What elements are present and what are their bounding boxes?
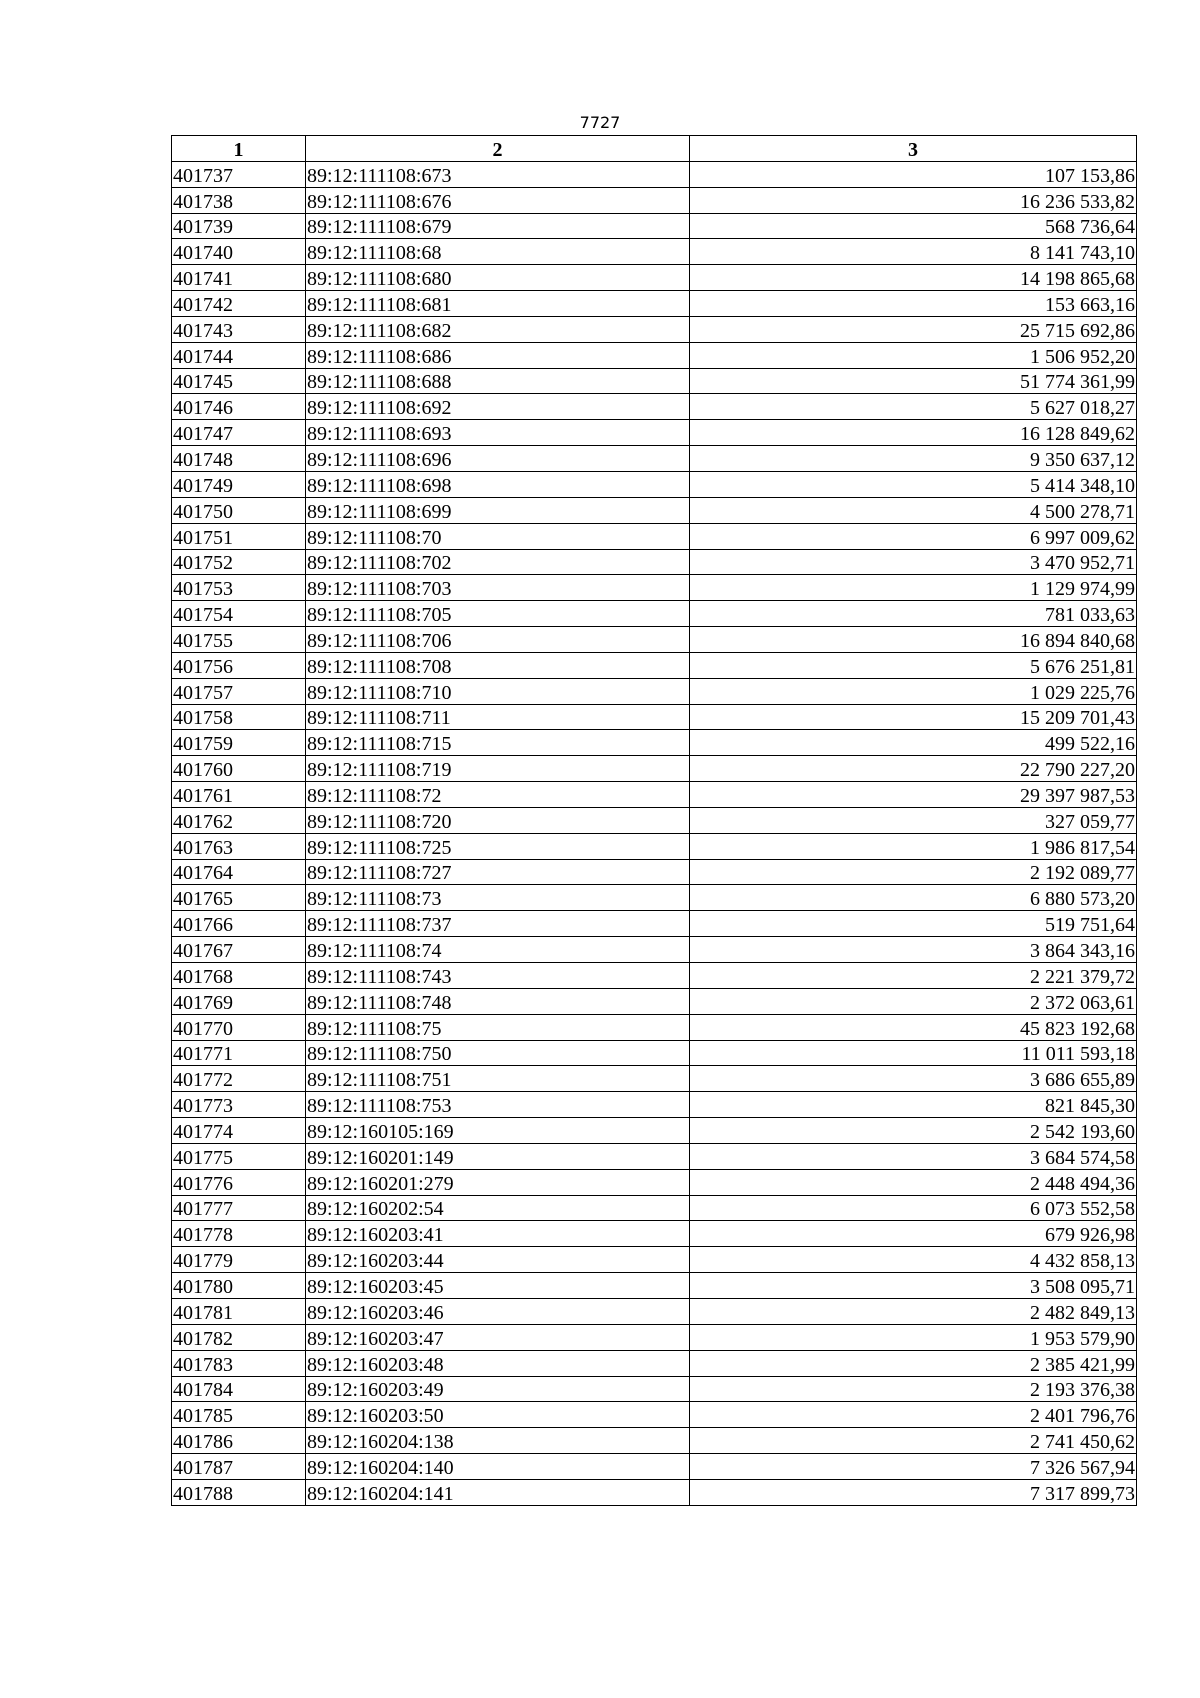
table-row	[172, 601, 1137, 627]
row-number-cell: 401777	[172, 1195, 306, 1221]
value-cell: 2 192 089,77	[690, 859, 1137, 885]
value-cell: 153 663,16	[690, 291, 1137, 317]
cadastral-number-cell: 89:12:111108:748	[306, 988, 690, 1014]
row-number-cell: 401737	[172, 161, 306, 187]
row-number-cell: 401763	[172, 833, 306, 859]
row-number-cell: 401752	[172, 549, 306, 575]
table-row	[172, 730, 1137, 756]
row-number-cell: 401774	[172, 1118, 306, 1144]
value-cell: 14 198 865,68	[690, 265, 1137, 291]
row-number-cell: 401780	[172, 1273, 306, 1299]
cadastral-number-cell: 89:12:111108:705	[306, 601, 690, 627]
cadastral-number-cell: 89:12:111108:68	[306, 239, 690, 265]
row-number-cell: 401775	[172, 1143, 306, 1169]
table-row	[172, 1350, 1137, 1376]
cadastral-number-cell: 89:12:111108:725	[306, 833, 690, 859]
row-number-cell: 401744	[172, 342, 306, 368]
value-cell: 51 774 361,99	[690, 368, 1137, 394]
cadastral-number-cell: 89:12:160201:279	[306, 1169, 690, 1195]
cadastral-number-cell: 89:12:111108:696	[306, 446, 690, 472]
row-number-cell: 401745	[172, 368, 306, 394]
cadastral-number-cell: 89:12:160203:50	[306, 1402, 690, 1428]
cadastral-number-cell: 89:12:111108:699	[306, 497, 690, 523]
row-number-cell: 401771	[172, 1040, 306, 1066]
row-number-cell: 401778	[172, 1221, 306, 1247]
table-body	[172, 161, 1137, 1505]
value-cell: 781 033,63	[690, 601, 1137, 627]
table-row	[172, 471, 1137, 497]
row-number-cell: 401761	[172, 782, 306, 808]
table-row	[172, 1324, 1137, 1350]
value-cell: 821 845,30	[690, 1092, 1137, 1118]
cadastral-number-cell: 89:12:111108:686	[306, 342, 690, 368]
cadastral-number-cell: 89:12:160105:169	[306, 1118, 690, 1144]
table-row	[172, 239, 1137, 265]
value-cell: 8 141 743,10	[690, 239, 1137, 265]
table-row	[172, 446, 1137, 472]
cadastral-number-cell: 89:12:111108:720	[306, 807, 690, 833]
value-cell: 1 029 225,76	[690, 678, 1137, 704]
table-row	[172, 963, 1137, 989]
cadastral-number-cell: 89:12:111108:679	[306, 213, 690, 239]
value-cell: 4 500 278,71	[690, 497, 1137, 523]
cadastral-number-cell: 89:12:160203:45	[306, 1273, 690, 1299]
row-number-cell: 401750	[172, 497, 306, 523]
value-cell: 2 372 063,61	[690, 988, 1137, 1014]
row-number-cell: 401787	[172, 1454, 306, 1480]
table-row	[172, 833, 1137, 859]
value-cell: 2 448 494,36	[690, 1169, 1137, 1195]
row-number-cell: 401751	[172, 523, 306, 549]
row-number-cell: 401764	[172, 859, 306, 885]
cadastral-number-cell: 89:12:111108:711	[306, 704, 690, 730]
cadastral-number-cell: 89:12:111108:703	[306, 575, 690, 601]
row-number-cell: 401772	[172, 1066, 306, 1092]
cadastral-number-cell: 89:12:160203:47	[306, 1324, 690, 1350]
row-number-cell: 401762	[172, 807, 306, 833]
cadastral-number-cell: 89:12:111108:692	[306, 394, 690, 420]
header-row	[172, 136, 1137, 162]
row-number-cell: 401742	[172, 291, 306, 317]
value-cell: 2 193 376,38	[690, 1376, 1137, 1402]
cadastral-number-cell: 89:12:111108:73	[306, 885, 690, 911]
table-row	[172, 756, 1137, 782]
value-cell: 6 880 573,20	[690, 885, 1137, 911]
cadastral-number-cell: 89:12:111108:698	[306, 471, 690, 497]
value-cell: 16 128 849,62	[690, 420, 1137, 446]
cadastral-number-cell: 89:12:111108:715	[306, 730, 690, 756]
table-row	[172, 988, 1137, 1014]
header-cell-3: 3	[690, 136, 1137, 162]
table-row	[172, 1092, 1137, 1118]
row-number-cell: 401760	[172, 756, 306, 782]
table-row	[172, 291, 1137, 317]
value-cell: 327 059,77	[690, 807, 1137, 833]
value-cell: 7 326 567,94	[690, 1454, 1137, 1480]
cadastral-number-cell: 89:12:111108:680	[306, 265, 690, 291]
cadastral-number-cell: 89:12:111108:750	[306, 1040, 690, 1066]
data-table	[171, 135, 1137, 1506]
table-row	[172, 1376, 1137, 1402]
cadastral-number-cell: 89:12:111108:693	[306, 420, 690, 446]
table-header	[172, 136, 1137, 162]
cadastral-number-cell: 89:12:160203:48	[306, 1350, 690, 1376]
cadastral-number-cell: 89:12:111108:70	[306, 523, 690, 549]
value-cell: 45 823 192,68	[690, 1014, 1137, 1040]
table-row	[172, 394, 1137, 420]
value-cell: 4 432 858,13	[690, 1247, 1137, 1273]
value-cell: 5 676 251,81	[690, 652, 1137, 678]
table-row	[172, 1221, 1137, 1247]
value-cell: 15 209 701,43	[690, 704, 1137, 730]
row-number-cell: 401769	[172, 988, 306, 1014]
table-row	[172, 1195, 1137, 1221]
cadastral-number-cell: 89:12:160204:141	[306, 1479, 690, 1505]
row-number-cell: 401773	[172, 1092, 306, 1118]
value-cell: 1 953 579,90	[690, 1324, 1137, 1350]
value-cell: 16 894 840,68	[690, 627, 1137, 653]
row-number-cell: 401781	[172, 1298, 306, 1324]
cadastral-number-cell: 89:12:111108:75	[306, 1014, 690, 1040]
value-cell: 3 864 343,16	[690, 937, 1137, 963]
table-row	[172, 368, 1137, 394]
row-number-cell: 401755	[172, 627, 306, 653]
cadastral-number-cell: 89:12:111108:719	[306, 756, 690, 782]
cadastral-number-cell: 89:12:111108:710	[306, 678, 690, 704]
value-cell: 3 470 952,71	[690, 549, 1137, 575]
table-row	[172, 316, 1137, 342]
value-cell: 3 508 095,71	[690, 1273, 1137, 1299]
table-row	[172, 1402, 1137, 1428]
row-number-cell: 401738	[172, 187, 306, 213]
table-row	[172, 859, 1137, 885]
row-number-cell: 401756	[172, 652, 306, 678]
row-number-cell: 401776	[172, 1169, 306, 1195]
table-row	[172, 1143, 1137, 1169]
cadastral-number-cell: 89:12:111108:751	[306, 1066, 690, 1092]
row-number-cell: 401753	[172, 575, 306, 601]
table-row	[172, 575, 1137, 601]
row-number-cell: 401754	[172, 601, 306, 627]
value-cell: 5 414 348,10	[690, 471, 1137, 497]
row-number-cell: 401739	[172, 213, 306, 239]
cadastral-number-cell: 89:12:111108:676	[306, 187, 690, 213]
cadastral-number-cell: 89:12:160203:49	[306, 1376, 690, 1402]
row-number-cell: 401740	[172, 239, 306, 265]
value-cell: 6 073 552,58	[690, 1195, 1137, 1221]
table-row	[172, 187, 1137, 213]
row-number-cell: 401768	[172, 963, 306, 989]
value-cell: 2 401 796,76	[690, 1402, 1137, 1428]
cadastral-number-cell: 89:12:111108:72	[306, 782, 690, 808]
cadastral-number-cell: 89:12:160203:46	[306, 1298, 690, 1324]
value-cell: 16 236 533,82	[690, 187, 1137, 213]
cadastral-number-cell: 89:12:111108:673	[306, 161, 690, 187]
table-row	[172, 937, 1137, 963]
row-number-cell: 401767	[172, 937, 306, 963]
value-cell: 1 129 974,99	[690, 575, 1137, 601]
row-number-cell: 401757	[172, 678, 306, 704]
row-number-cell: 401759	[172, 730, 306, 756]
row-number-cell: 401743	[172, 316, 306, 342]
table-row	[172, 1479, 1137, 1505]
table-row	[172, 1118, 1137, 1144]
row-number-cell: 401782	[172, 1324, 306, 1350]
row-number-cell: 401741	[172, 265, 306, 291]
table-row	[172, 497, 1137, 523]
table-row	[172, 1428, 1137, 1454]
cadastral-number-cell: 89:12:160201:149	[306, 1143, 690, 1169]
cadastral-number-cell: 89:12:111108:702	[306, 549, 690, 575]
table-row	[172, 523, 1137, 549]
table-row	[172, 1066, 1137, 1092]
cadastral-number-cell: 89:12:111108:737	[306, 911, 690, 937]
row-number-cell: 401785	[172, 1402, 306, 1428]
row-number-cell: 401779	[172, 1247, 306, 1273]
value-cell: 22 790 227,20	[690, 756, 1137, 782]
cadastral-number-cell: 89:12:111108:753	[306, 1092, 690, 1118]
value-cell: 519 751,64	[690, 911, 1137, 937]
row-number-cell: 401746	[172, 394, 306, 420]
value-cell: 6 997 009,62	[690, 523, 1137, 549]
page-number: 7727	[579, 113, 621, 132]
cadastral-number-cell: 89:12:111108:682	[306, 316, 690, 342]
cadastral-number-cell: 89:12:160202:54	[306, 1195, 690, 1221]
table-row	[172, 627, 1137, 653]
table-row	[172, 1298, 1137, 1324]
table-row	[172, 265, 1137, 291]
value-cell: 2 385 421,99	[690, 1350, 1137, 1376]
row-number-cell: 401748	[172, 446, 306, 472]
value-cell: 2 221 379,72	[690, 963, 1137, 989]
row-number-cell: 401783	[172, 1350, 306, 1376]
value-cell: 7 317 899,73	[690, 1479, 1137, 1505]
table-row	[172, 1247, 1137, 1273]
row-number-cell: 401786	[172, 1428, 306, 1454]
cadastral-number-cell: 89:12:160203:41	[306, 1221, 690, 1247]
table-row	[172, 1273, 1137, 1299]
table-row	[172, 342, 1137, 368]
cadastral-number-cell: 89:12:160204:140	[306, 1454, 690, 1480]
table-row	[172, 420, 1137, 446]
table-row	[172, 549, 1137, 575]
cadastral-number-cell: 89:12:111108:743	[306, 963, 690, 989]
table-row	[172, 704, 1137, 730]
value-cell: 11 011 593,18	[690, 1040, 1137, 1066]
row-number-cell: 401770	[172, 1014, 306, 1040]
value-cell: 3 684 574,58	[690, 1143, 1137, 1169]
row-number-cell: 401784	[172, 1376, 306, 1402]
cadastral-number-cell: 89:12:111108:74	[306, 937, 690, 963]
row-number-cell: 401747	[172, 420, 306, 446]
row-number-cell: 401758	[172, 704, 306, 730]
cadastral-number-cell: 89:12:111108:681	[306, 291, 690, 317]
value-cell: 568 736,64	[690, 213, 1137, 239]
table-row	[172, 678, 1137, 704]
table-row	[172, 1014, 1137, 1040]
value-cell: 1 986 817,54	[690, 833, 1137, 859]
table-row	[172, 1040, 1137, 1066]
value-cell: 9 350 637,12	[690, 446, 1137, 472]
cadastral-number-cell: 89:12:111108:688	[306, 368, 690, 394]
table-row	[172, 911, 1137, 937]
table-row	[172, 213, 1137, 239]
value-cell: 29 397 987,53	[690, 782, 1137, 808]
row-number-cell: 401765	[172, 885, 306, 911]
table-row	[172, 1169, 1137, 1195]
table-row	[172, 782, 1137, 808]
cadastral-number-cell: 89:12:160204:138	[306, 1428, 690, 1454]
cadastral-number-cell: 89:12:111108:706	[306, 627, 690, 653]
table-row	[172, 161, 1137, 187]
table-row	[172, 1454, 1137, 1480]
value-cell: 107 153,86	[690, 161, 1137, 187]
table-row	[172, 807, 1137, 833]
cadastral-number-cell: 89:12:160203:44	[306, 1247, 690, 1273]
value-cell: 679 926,98	[690, 1221, 1137, 1247]
header-cell-2: 2	[306, 136, 690, 162]
value-cell: 499 522,16	[690, 730, 1137, 756]
header-cell-1: 1	[172, 136, 306, 162]
value-cell: 2 741 450,62	[690, 1428, 1137, 1454]
row-number-cell: 401749	[172, 471, 306, 497]
cadastral-number-cell: 89:12:111108:727	[306, 859, 690, 885]
table-row	[172, 885, 1137, 911]
table-row	[172, 652, 1137, 678]
row-number-cell: 401766	[172, 911, 306, 937]
cadastral-number-cell: 89:12:111108:708	[306, 652, 690, 678]
value-cell: 2 542 193,60	[690, 1118, 1137, 1144]
row-number-cell: 401788	[172, 1479, 306, 1505]
value-cell: 1 506 952,20	[690, 342, 1137, 368]
value-cell: 2 482 849,13	[690, 1298, 1137, 1324]
value-cell: 5 627 018,27	[690, 394, 1137, 420]
value-cell: 25 715 692,86	[690, 316, 1137, 342]
value-cell: 3 686 655,89	[690, 1066, 1137, 1092]
